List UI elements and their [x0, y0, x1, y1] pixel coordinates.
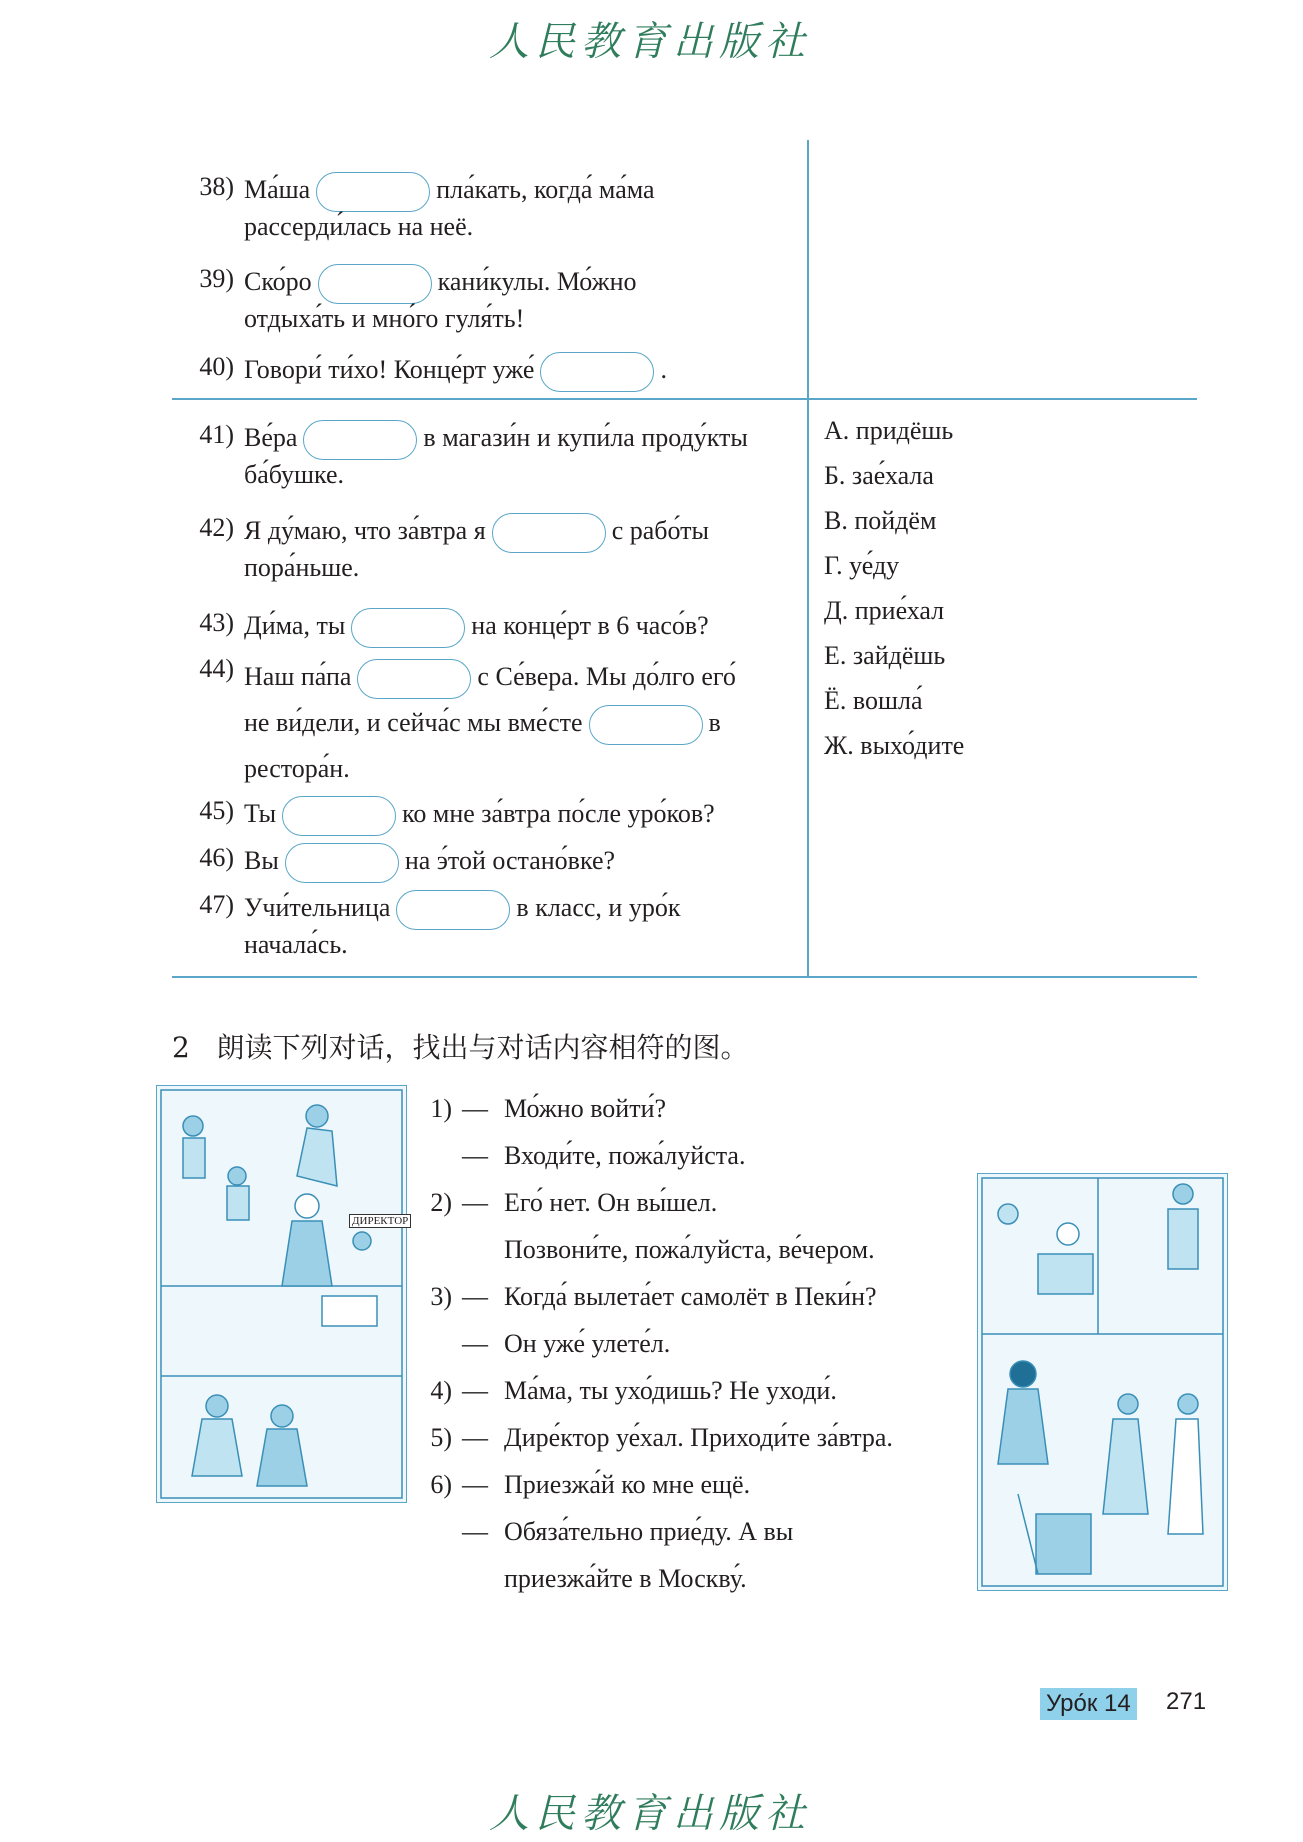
director-sign: ДИРЕКТОР [349, 1214, 411, 1228]
option: А. придёшь [824, 416, 954, 445]
answer-blank[interactable] [540, 352, 654, 392]
option: Ж. выхо́дите [824, 731, 965, 760]
option: Е. зайдёшь [824, 641, 946, 670]
answer-blank[interactable] [351, 608, 465, 648]
row-divider [172, 398, 1197, 400]
table-bottom-line [172, 976, 1197, 978]
office-scenes-illustration [157, 1086, 406, 1502]
answer-blank[interactable] [282, 796, 396, 836]
answer-blank[interactable] [357, 659, 471, 699]
option: Г. уе́ду [824, 551, 900, 580]
answer-blank[interactable] [396, 890, 510, 930]
answer-blank[interactable] [318, 264, 432, 304]
answer-blank[interactable] [303, 420, 417, 460]
illustration-right [977, 1173, 1228, 1591]
column-divider [807, 140, 809, 978]
option: Д. прие́хал [824, 596, 945, 625]
answer-blank[interactable] [316, 172, 430, 212]
departure-scenes-illustration [978, 1174, 1227, 1590]
page-number: 271 [1166, 1688, 1207, 1715]
answer-blank[interactable] [589, 705, 703, 745]
answer-blank[interactable] [285, 843, 399, 883]
publisher-logo: 人民教育出版社 [489, 1791, 811, 1837]
answer-blank[interactable] [492, 513, 606, 553]
exercise-table: 38) Ма́ша пла́кать, когда́ ма́ма рассерди́лась на неё. 39) Ско́ро кани́кулы. Мо́жно отдыха́ть и мно́го гуля́ть! 40) Говори́ ти́хо! Конце́рт уже́ . 41) Ве́ра в магази́н и купи́ла проду́кты ба́бушке. 42) Я ду́маю, что за́втра я с рабо́ты пора́ньше. 43) Ди́ма, ты на конце́рт в 6 часо́в? 44) Наш па́па с Се́вера. Мы до́лго его́ не ви́дели, и сейча́с мы вме́сте в рестора́н. 45) Ты ко мне за́втра по́сле уро́ков? 46) Вы на э́той остано́вке? 47) Учи́тельница в класс, и уро́к начала́сь. А. придёшь Б. зае́хала В. пойдём Г. уе́ду Д. прие́хал Е. зайдёшь Ё. вошла́ Ж. выхо́дите [172, 140, 1197, 978]
exercise-2-heading: 2 朗读下列对话，找出与对话内容相符的图。 [172, 1031, 749, 1064]
option: Б. зае́хала [824, 461, 934, 490]
answer-options [824, 408, 964, 768]
lesson-label: Уро́к 14 [1040, 1688, 1137, 1720]
illustration-left [156, 1085, 407, 1503]
option: Ё. вошла́ [824, 686, 923, 715]
publisher-logo: 人民教育出版社 [489, 19, 811, 65]
option: В. пойдём [824, 506, 937, 535]
